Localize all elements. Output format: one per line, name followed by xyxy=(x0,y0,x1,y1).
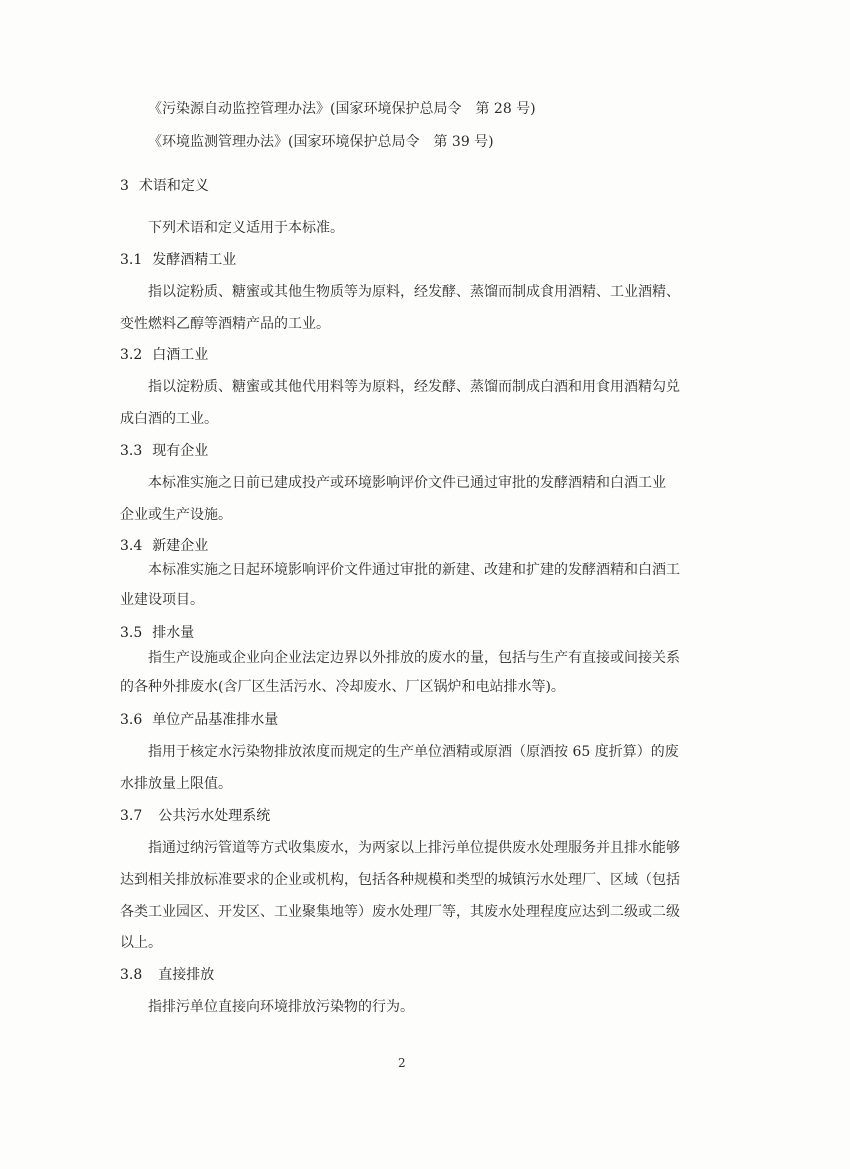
term-title: 直接排放 xyxy=(158,967,215,983)
reference-line: 《环境监测管理办法》(国家环境保护总局令 第 39 号) xyxy=(148,134,494,150)
term-number: 3.1 xyxy=(120,252,143,268)
term-number: 3.5 xyxy=(120,625,143,641)
term-heading xyxy=(120,250,236,270)
term-definition-line: 指通过纳污管道等方式收集废水，为两家以上排污单位提供废水处理服务并且排水能够 xyxy=(148,840,680,856)
term-heading xyxy=(120,345,208,365)
term-title: 发酵酒精工业 xyxy=(152,252,237,268)
term-title: 公共污水处理系统 xyxy=(158,808,271,824)
term-number: 3.4 xyxy=(120,538,143,554)
term-definition-line: 指以淀粉质、糖蜜或其他代用料等为原料，经发酵、蒸馏而制成白酒和用食用酒精勾兑 xyxy=(148,379,680,395)
term-definition-line: 企业或生产设施。 xyxy=(120,507,232,523)
section-number: 3 xyxy=(120,178,129,194)
term-heading xyxy=(120,623,194,643)
term-title: 单位产品基准排水量 xyxy=(152,712,279,728)
term-definition-line: 变性燃料乙醇等酒精产品的工业。 xyxy=(120,316,330,332)
term-heading xyxy=(120,441,208,461)
term-number: 3.7 xyxy=(120,808,143,824)
term-number: 3.3 xyxy=(120,443,143,459)
term-title: 新建企业 xyxy=(152,538,209,554)
term-definition-line: 本标准实施之日起环境影响评价文件通过审批的新建、改建和扩建的发酵酒精和白酒工 xyxy=(148,562,680,578)
term-title: 现有企业 xyxy=(152,443,209,459)
term-definition-line: 指用于核定水污染物排放浓度而规定的生产单位酒精或原酒（原酒按 65 度折算）的废 xyxy=(148,744,679,760)
section-heading xyxy=(120,176,209,196)
term-definition-line: 指以淀粉质、糖蜜或其他生物质等为原料，经发酵、蒸馏而制成食用酒精、工业酒精、 xyxy=(148,284,680,300)
section-intro: 下列术语和定义适用于本标准。 xyxy=(148,220,344,236)
term-number: 3.8 xyxy=(120,967,143,983)
term-number: 3.6 xyxy=(120,712,143,728)
term-definition-line: 以上。 xyxy=(120,935,162,951)
term-heading xyxy=(120,536,208,556)
term-definition-line: 各类工业园区、开发区、工业聚集地等）废水处理厂等，其废水处理程度应达到二级或二级 xyxy=(120,904,680,920)
term-definition-line: 成白酒的工业。 xyxy=(120,411,218,427)
term-definition-line: 本标准实施之日前已建成投产或环境影响评价文件已通过审批的发酵酒精和白酒工业 xyxy=(148,475,666,491)
section-title: 术语和定义 xyxy=(138,178,209,194)
term-heading xyxy=(120,710,278,730)
term-definition-line: 指排污单位直接向环境排放污染物的行为。 xyxy=(148,999,414,1015)
term-title: 排水量 xyxy=(152,625,195,641)
term-title: 白酒工业 xyxy=(152,347,209,363)
reference-line: 《污染源自动监控管理办法》(国家环境保护总局令 第 28 号) xyxy=(148,101,536,117)
term-definition-line: 达到相关排放标准要求的企业或机构，包括各种规模和类型的城镇污水处理厂、区域（包括 xyxy=(120,872,680,888)
term-heading xyxy=(120,806,270,826)
term-number: 3.2 xyxy=(120,347,143,363)
term-definition-line: 水排放量上限值。 xyxy=(120,776,232,792)
term-definition-line: 的各种外排废水(含厂区生活污水、冷却废水、厂区锅炉和电站排水等)。 xyxy=(120,679,565,695)
term-definition-line: 业建设项目。 xyxy=(120,592,204,608)
term-definition-line: 指生产设施或企业向企业法定边界以外排放的废水的量，包括与生产有直接或间接关系 xyxy=(148,650,680,666)
term-heading xyxy=(120,965,214,985)
page-number: 2 xyxy=(398,1056,406,1070)
